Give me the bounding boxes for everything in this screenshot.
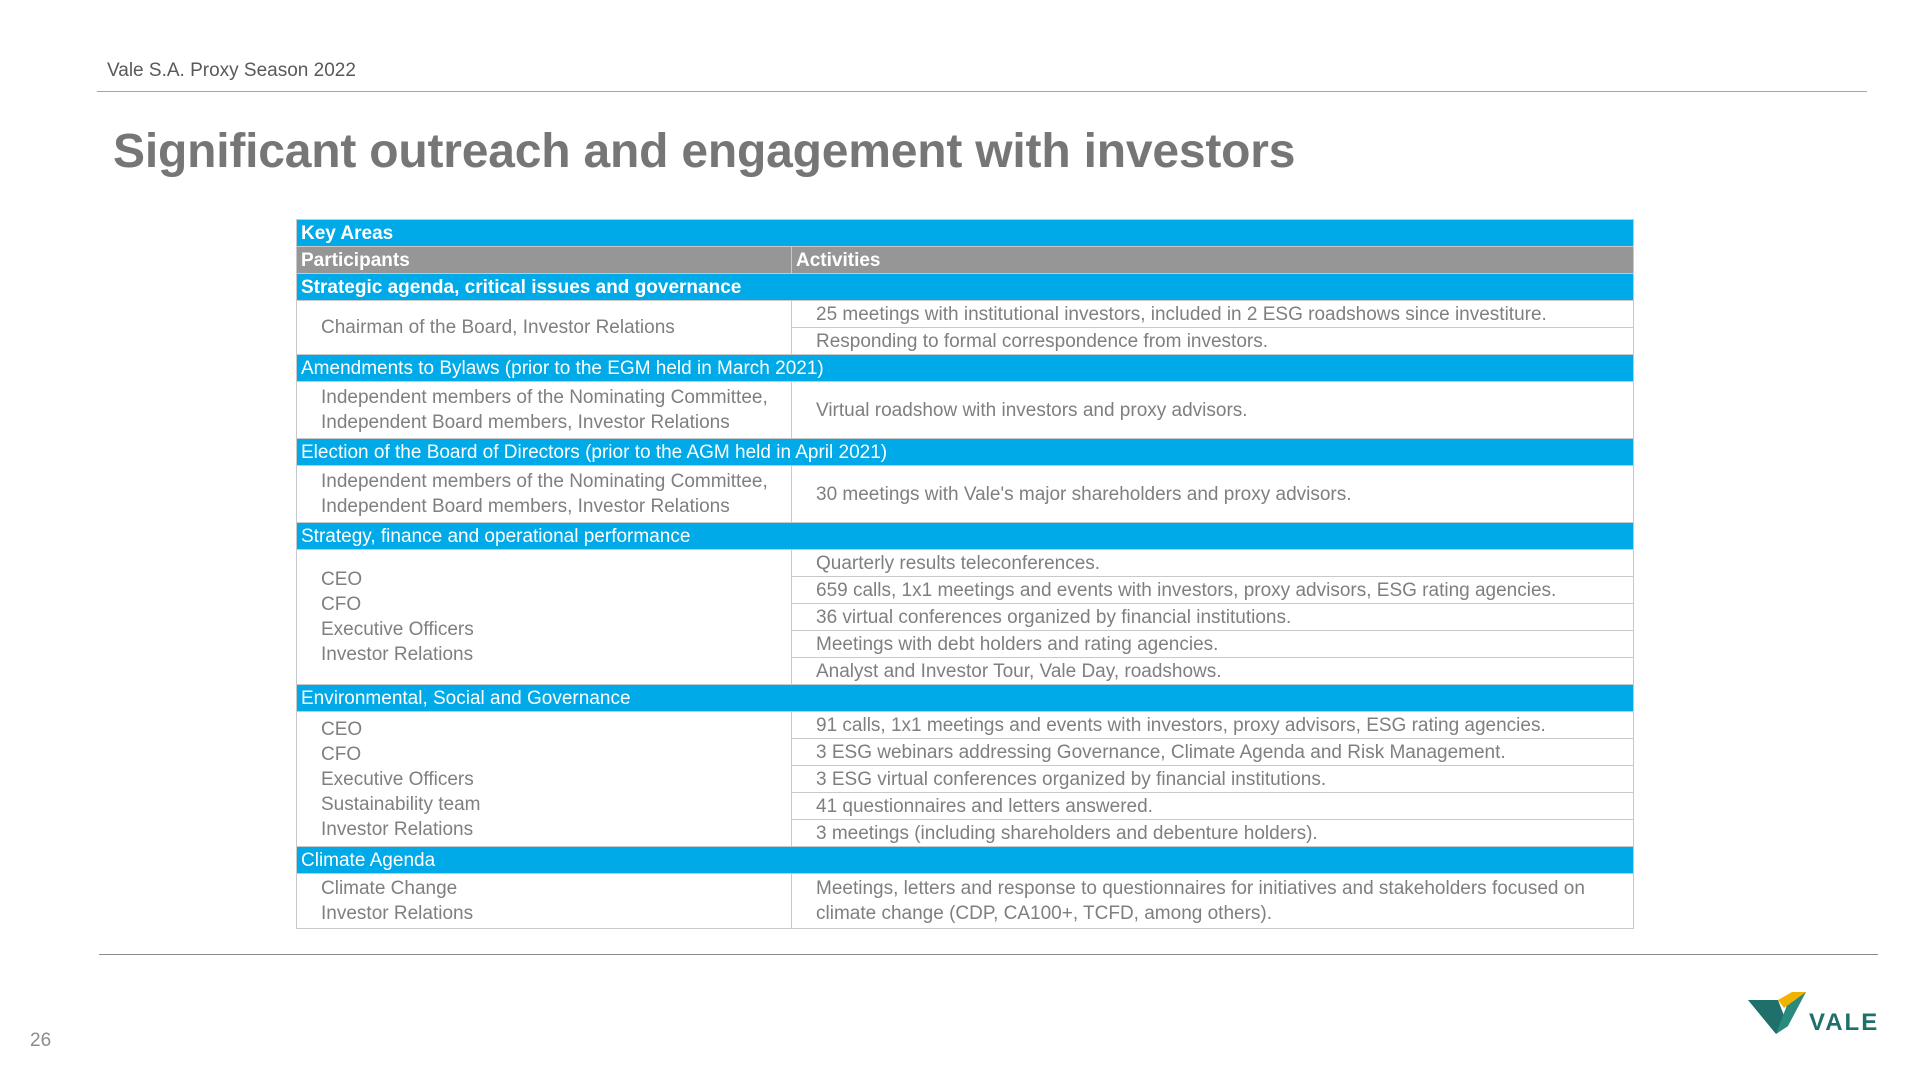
key-areas-header: Key Areas [297,220,1634,247]
activity-cell: Analyst and Investor Tour, Vale Day, roadshows. [792,658,1634,685]
column-header-activities: Activities [792,247,1634,274]
section-strategic-agenda: Strategic agenda, critical issues and governance [297,274,1634,301]
participants-cell [297,874,792,929]
participant-line: CFO [321,594,362,615]
activity-cell: 3 meetings (including shareholders and debenture holders). [792,820,1634,847]
participant-line: CEO [321,718,363,740]
activity-cell: 3 ESG virtual conferences organized by financial institutions. [792,766,1634,793]
activity-cell: 659 calls, 1x1 meetings and events with investors, proxy advisors, ESG rating agencies. [792,577,1634,604]
participant-line: CEO [321,569,363,590]
logo-wordmark: VALE [1809,1009,1880,1036]
section-board-election: Election of the Board of Directors (prior to the AGM held in April 2021) [297,439,1634,466]
section-bylaws-amendments: Amendments to Bylaws (prior to the EGM held in March 2021) [297,355,1634,382]
activity-cell: 41 questionnaires and letters answered. [792,793,1634,820]
activity-cell: 25 meetings with institutional investors, included in 2 ESG roadshows since investiture. [792,301,1634,328]
activity-cell: Meetings with debt holders and rating agencies. [792,631,1634,658]
activity-cell: 36 virtual conferences organized by financial institutions. [792,604,1634,631]
section-esg: Environmental, Social and Governance [297,685,1634,712]
activity-cell: Quarterly results teleconferences. [792,550,1634,577]
participants-cell [297,301,792,355]
participant-line: Climate Change [321,878,458,899]
participant-line: Executive Officers [321,768,474,790]
activity-cell: Responding to formal correspondence from investors. [792,328,1634,355]
participants-cell [297,550,792,685]
header-divider [97,91,1867,92]
activity-cell: Meetings, letters and response to questionnaires for initiatives and stakeholders focused on climate change (CDP, CA100+, TCFD, among others). [792,874,1634,929]
participant-line: Chairman of the Board, Investor Relations [321,317,675,338]
activity-cell: 3 ESG webinars addressing Governance, Climate Agenda and Risk Management. [792,739,1634,766]
engagement-table [296,219,1634,929]
participant-line: Investor Relations [321,644,474,665]
participant-line: Independent Board members, Investor Relations [321,412,730,433]
participant-line: Investor Relations [321,818,474,840]
participants-cell [297,712,792,847]
column-header-participants: Participants [297,247,792,274]
document-header: Vale S.A. Proxy Season 2022 [107,60,356,81]
participant-line: Investor Relations [321,903,474,924]
section-strategy-finance: Strategy, finance and operational performance [297,523,1634,550]
participant-line: CFO [321,743,362,765]
participant-line: Executive Officers [321,619,474,640]
activity-cell: Virtual roadshow with investors and proxy advisors. [792,382,1634,439]
footer-divider [99,954,1878,955]
activity-cell: 91 calls, 1x1 meetings and events with investors, proxy advisors, ESG rating agencies. [792,712,1634,739]
page-number: 26 [30,1030,52,1051]
participant-line: Sustainability team [321,793,481,815]
participant-line: Independent Board members, Investor Relations [321,496,730,517]
participant-line: Independent members of the Nominating Committee, [321,471,768,492]
participant-line: Independent members of the Nominating Committee, [321,387,768,408]
page-title: Significant outreach and engagement with investors [113,125,1296,178]
participants-cell [297,382,792,439]
section-climate-agenda: Climate Agenda [297,847,1634,874]
activity-cell: 30 meetings with Vale's major shareholders and proxy advisors. [792,466,1634,523]
participants-cell [297,466,792,523]
